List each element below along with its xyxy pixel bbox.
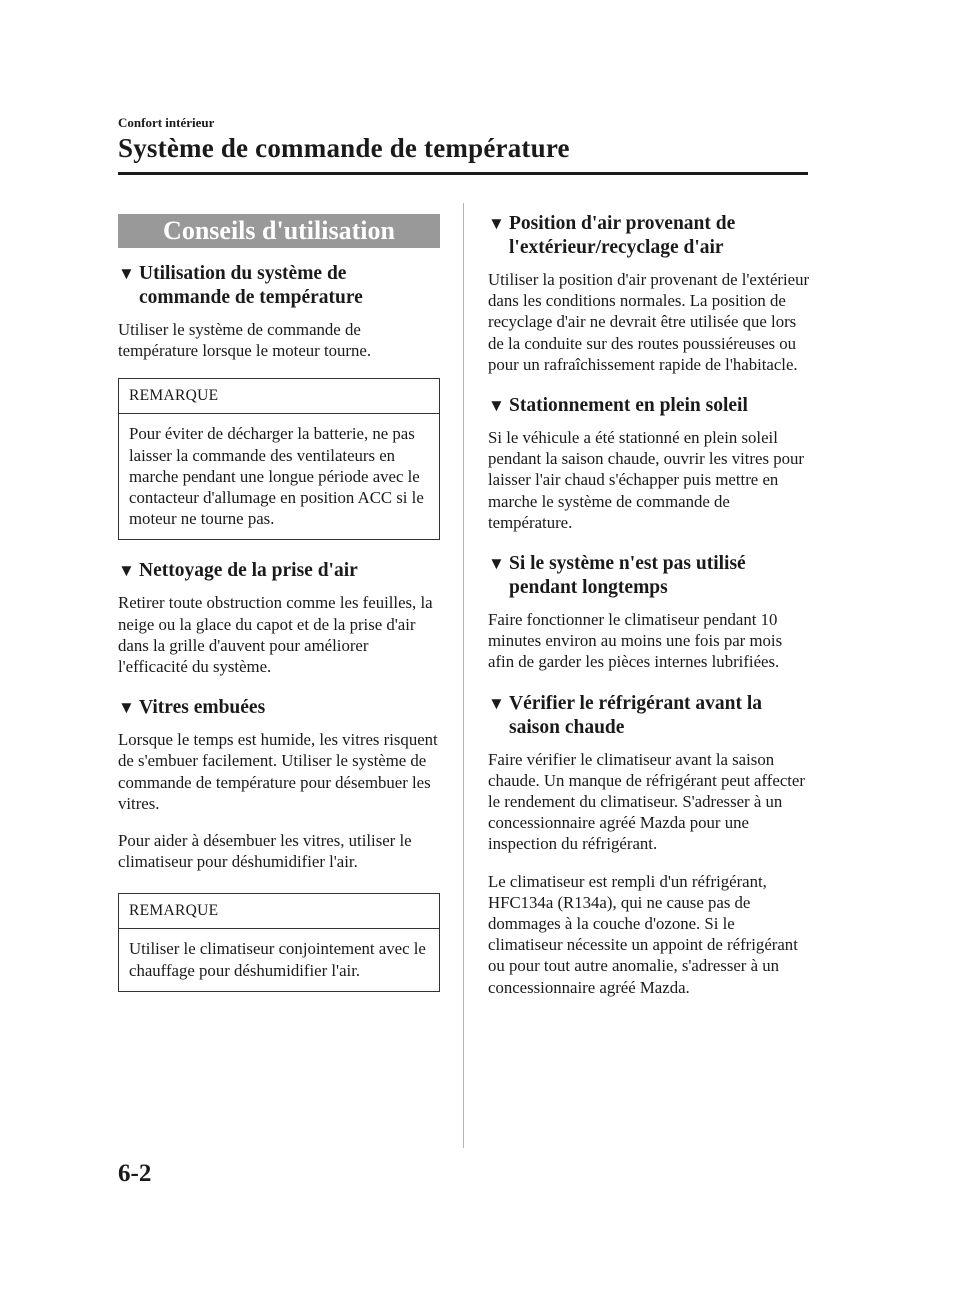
heading-line: Nettoyage de la prise d'air [139,560,358,582]
triangle-bullet-icon: ▼ [488,693,505,713]
heading-line: Vérifier le réfrigérant avant la [509,692,763,714]
heading-line: Stationnement en plein soleil [509,395,748,417]
note-box [118,378,440,540]
triangle-bullet-icon: ▼ [488,396,505,416]
heading-line: Si le système n'est pas utilisé [509,553,746,575]
right-column [488,212,810,1017]
triangle-bullet-icon: ▼ [488,214,505,233]
heading-line: l'extérieur/recyclage d'air [509,237,724,258]
note-text: Utiliser le climatiseur conjointement avec le chauffage pour déshumidifier l'air. [129,939,426,980]
triangle-bullet-icon: ▼ [488,554,505,574]
chapter-label: Confort intérieur [118,115,215,130]
note-text: Pour éviter de décharger la batterie, ne pas laisser la commande des ventilateurs en marche pendant une longue période avec le contacteur d'allumage en position ACC si le moteur ne tourne pas. [129,424,424,529]
paragraph: Lorsque le temps est humide, les vitres risquent de s'embuer facilement. Utiliser le système de commande de température pour désembuer les vitres. [118,730,438,813]
section-heading [118,696,440,720]
section-sun-parking [488,394,810,533]
paragraph: Si le véhicule a été stationné en plein soleil pendant la saison chaude, ouvrir les vitres pour laisser l'air chaud s'échapper puis mettre en marche le système de commande de température. [488,428,804,532]
paragraph: Le climatiseur est rempli d'un réfrigérant, HFC134a (R134a), qui ne cause pas de dommages à la couche d'ozone. Si le climatiseur nécessite un appoint de réfrigérant ou pour tout autre anomalie, s'adresser à un concessionnaire agréé Mazda. [488,871,798,997]
left-column [118,214,440,1011]
section-air-position [488,212,810,375]
heading-line: pendant longtemps [509,577,668,599]
section-banner: Conseils d'utilisation [118,214,440,248]
paragraph: Utiliser la position d'air provenant de l'extérieur dans les conditions normales. La position de recyclage d'air ne devrait être utilisée que lors de la conduite sur des routes poussiéreuses ou pour un rafraîchissement rapide de l'habitacle. [488,270,810,374]
note-title: REMARQUE [119,379,439,414]
triangle-bullet-icon: ▼ [118,698,135,718]
triangle-bullet-icon: ▼ [118,264,135,283]
paragraph: Faire vérifier le climatiseur avant la saison chaude. Un manque de réfrigérant peut affecter le rendement du climatiseur. S'adresser à un concessionnaire agréé Mazda pour une inspection du réfrigérant. [488,749,805,854]
heading-line: Vitres embuées [139,697,266,719]
section-heading [118,262,440,310]
heading-line: Utilisation du système de [139,263,347,284]
page-number: 6-2 [118,1160,152,1187]
section-usage [118,262,440,540]
section-heading [488,394,810,418]
section-heading [488,212,810,260]
heading-line: Position d'air provenant de [509,213,736,234]
section-air-intake [118,559,440,677]
paragraph: Pour aider à désembuer les vitres, utiliser le climatiseur pour déshumidifier l'air. [118,831,412,872]
paragraph: Utiliser le système de commande de température lorsque le moteur tourne. [118,320,372,361]
heading-line: saison chaude [509,716,625,738]
heading-line: commande de température [139,287,363,308]
note-box [118,893,440,991]
section-refrigerant-check [488,692,810,998]
column-divider [463,203,464,1148]
note-title: REMARQUE [119,894,439,929]
section-heading [488,552,810,600]
page-title: Système de commande de température [118,133,570,163]
paragraph: Retirer toute obstruction comme les feuilles, la neige ou la glace du capot et de la prise d'air dans la grille d'auvent pour améliorer l'efficacité du système. [118,593,433,677]
paragraph: Faire fonctionner le climatiseur pendant 10 minutes environ au moins une fois par mois afin de garder les pièces internes lubrifiées. [488,610,783,672]
section-long-unused [488,552,810,673]
triangle-bullet-icon: ▼ [118,561,135,581]
section-heading [488,692,810,740]
section-foggy-windows [118,696,440,992]
header-divider [118,172,808,175]
section-heading [118,559,440,583]
